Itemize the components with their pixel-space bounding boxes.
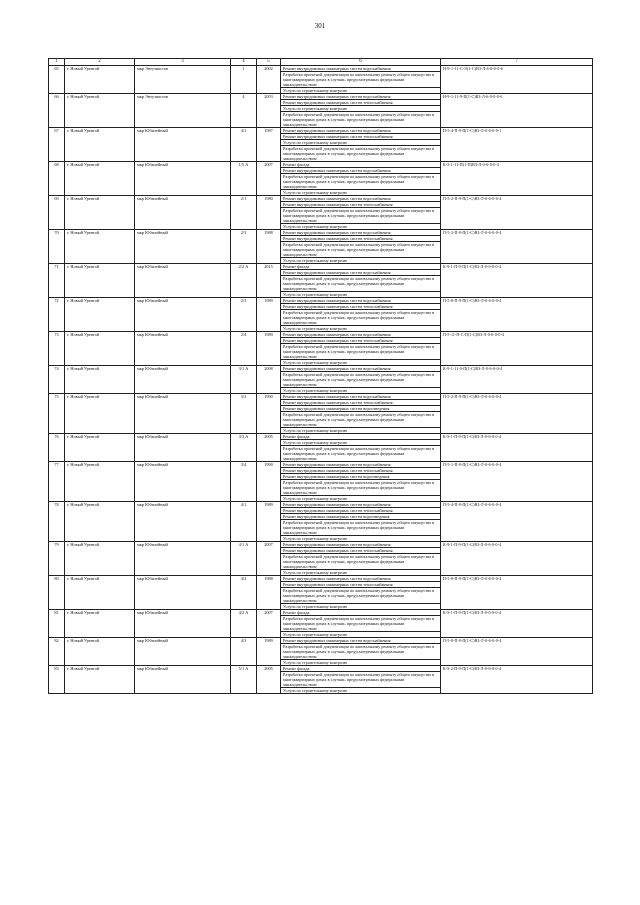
work-type-cell: Разработка проектной документации по капитальному ремонту общего имущества в многоквартирных домах в случаях, предусмотренных федеральным законодательством: [281, 412, 441, 428]
work-type-cell: Услуги по строительному контролю: [281, 570, 441, 576]
street-cell: мкр Энтузиастов: [135, 66, 231, 94]
street-cell: мкр Юбилейный: [135, 542, 231, 576]
row-number: 72: [49, 298, 65, 332]
work-type-cell: Ремонт фасада: [281, 162, 441, 168]
work-type-cell: Ремонт внутридомовых инженерных систем теплоснабжения: [281, 548, 441, 554]
work-type-cell: Ремонт внутридомовых инженерных систем водоснабжения: [281, 128, 441, 134]
table-row: [49, 230, 593, 236]
work-type-cell: Разработка проектной документации по капитальному ремонту общего имущества в многоквартирных домах в случаях, предусмотренных федеральным законодательством: [281, 520, 441, 536]
city-cell: г. Новый Уренгой: [65, 394, 135, 434]
work-type-cell: Ремонт внутридомовых инженерных систем теплоснабжения: [281, 468, 441, 474]
work-type-cell: Ремонт внутридомовых инженерных систем водоснабжения: [281, 230, 441, 236]
work-type-cell: Ремонт внутридомовых инженерных систем водоснабжения: [281, 168, 441, 174]
city-cell: г. Новый Уренгой: [65, 264, 135, 298]
work-type-cell: Разработка проектной документации по капитальному ремонту общего имущества в многоквартирных домах в случаях, предусмотренных федеральным законодательством: [281, 276, 441, 292]
year-cell: 2015: [257, 264, 281, 298]
work-type-cell: Разработка проектной документации по капитальному ремонту общего имущества в многоквартирных домах в случаях, предусмотренных федеральным законодательством: [281, 616, 441, 632]
work-type-cell: Разработка проектной документации по капитальному ремонту общего имущества в многоквартирных домах в случаях, предусмотренных федеральным законодательством: [281, 554, 441, 570]
city-cell: г. Новый Уренгой: [65, 576, 135, 610]
work-type-cell: Ремонт внутридомовых инженерных систем теплоснабжения: [281, 304, 441, 310]
city-cell: г. Новый Уренгой: [65, 298, 135, 332]
work-type-cell: Ремонт внутридомовых инженерных систем водоснабжения: [281, 462, 441, 468]
city-cell: г. Новый Уренгой: [65, 542, 135, 576]
year-cell: 2003: [257, 94, 281, 128]
repair-schedule-table: [48, 58, 593, 694]
row-number: 83: [49, 666, 65, 694]
house-code-cell: П-5-8-П-9-П(1-С)ВЗ-Л-0-6-0-0-4: [441, 576, 593, 610]
work-type-cell: Ремонт внутридомовых инженерных систем теплоснабжения: [281, 100, 441, 106]
street-cell: мкр Юбилейный: [135, 610, 231, 638]
row-number: 76: [49, 434, 65, 462]
work-type-cell: Ремонт внутридомовых инженерных систем теплоснабжения: [281, 508, 441, 514]
street-cell: мкр Юбилейный: [135, 162, 231, 196]
house-cell: 4/3: [231, 638, 257, 666]
work-type-cell: Разработка проектной документации по капитальному ремонту общего имущества в многоквартирных домах в случаях, предусмотренных федеральным законодательством: [281, 446, 441, 462]
row-number: 69: [49, 196, 65, 230]
street-cell: мкр Юбилейный: [135, 332, 231, 366]
work-type-cell: Разработка проектной документации по капитальному ремонту общего имущества в многоквартирных домах в случаях, предусмотренных федеральным законодательством: [281, 208, 441, 224]
row-number: 79: [49, 542, 65, 576]
work-type-cell: Разработка проектной документации по капитальному ремонту общего имущества в многоквартирных домах в случаях, предусмотренных федеральным законодательством: [281, 344, 441, 360]
work-type-cell: Ремонт внутридомовых инженерных систем водоснабжения: [281, 394, 441, 400]
work-type-cell: Ремонт фасада: [281, 264, 441, 270]
row-number: 71: [49, 264, 65, 298]
work-type-cell: Услуги по строительному контролю: [281, 140, 441, 146]
work-type-cell: Услуги по строительному контролю: [281, 106, 441, 112]
house-cell: 3/3: [231, 394, 257, 434]
house-cell: 4/2: [231, 576, 257, 610]
work-type-cell: Разработка проектной документации по капитальному ремонту общего имущества в многоквартирных домах в случаях, предусмотренных федеральным законодательством: [281, 672, 441, 688]
work-type-cell: Услуги по строительному контролю: [281, 604, 441, 610]
street-cell: мкр Юбилейный: [135, 394, 231, 434]
table-row: [49, 502, 593, 508]
city-cell: г. Новый Уренгой: [65, 434, 135, 462]
work-type-cell: Разработка проектной документации по капитальному ремонту общего имущества в многоквартирных домах в случаях, предусмотренных федеральным законодательством: [281, 112, 441, 128]
house-cell: 2/3: [231, 298, 257, 332]
work-type-cell: Ремонт фасада: [281, 434, 441, 440]
work-type-cell: Услуги по строительному контролю: [281, 88, 441, 94]
year-cell: 1990: [257, 462, 281, 502]
year-cell: 1980: [257, 196, 281, 230]
table-row: [49, 576, 593, 582]
work-type-cell: Ремонт внутридомовых инженерных систем теплоснабжения: [281, 236, 441, 242]
row-number: 75: [49, 394, 65, 434]
year-cell: 2002: [257, 66, 281, 94]
row-number: 82: [49, 638, 65, 666]
work-type-cell: Разработка проектной документации по капитальному ремонту общего имущества в многоквартирных домах в случаях, предусмотренных федеральным законодательством: [281, 644, 441, 660]
work-type-cell: Услуги по строительному контролю: [281, 326, 441, 332]
city-cell: г. Новый Уренгой: [65, 94, 135, 128]
table-row: [49, 332, 593, 338]
row-number: 70: [49, 230, 65, 264]
house-code-cell: П-5-8-П-9-П(1-С)ВЗ-Л-0-6-0-0-4: [441, 638, 593, 666]
work-type-cell: Услуги по строительному контролю: [281, 688, 441, 694]
year-cell: 2007: [257, 162, 281, 196]
street-cell: мкр Юбилейный: [135, 230, 231, 264]
work-type-cell: Разработка проектной документации по капитальному ремонту общего имущества в многоквартирных домах в случаях, предусмотренных федеральным законодательством: [281, 480, 441, 496]
street-cell: мкр Юбилейный: [135, 434, 231, 462]
work-type-cell: Услуги по строительному контролю: [281, 292, 441, 298]
house-cell: 1: [231, 66, 257, 94]
house-code-cell: П-5-8-П-9-П(1-С)ВЗ-Л-0-6-0-0-4: [441, 298, 593, 332]
column-header: 5: [257, 59, 281, 66]
table-row: [49, 542, 593, 548]
house-cell: 4/2 А: [231, 610, 257, 638]
street-cell: мкр Юбилейный: [135, 128, 231, 162]
street-cell: мкр Юбилейный: [135, 264, 231, 298]
work-type-cell: Услуги по строительному контролю: [281, 440, 441, 446]
house-cell: 3/3 А: [231, 434, 257, 462]
city-cell: г. Новый Уренгой: [65, 196, 135, 230]
work-type-cell: Ремонт внутридомовых инженерных систем водоснабжения: [281, 94, 441, 100]
table-row: [49, 196, 593, 202]
year-cell: 1989: [257, 502, 281, 542]
house-code-cell: П-5-2-П-9-П(1-С)ВЗ-Л-0-6-0-0-4: [441, 230, 593, 264]
city-cell: г. Новый Уренгой: [65, 502, 135, 542]
house-code-cell: П-5-11-П-С-П(1-С)ВЗ-Л-0-6-0-0-4: [441, 332, 593, 366]
house-cell: 4: [231, 94, 257, 128]
year-cell: 1990: [257, 394, 281, 434]
table-row: [49, 94, 593, 100]
work-type-cell: Ремонт внутридомовых инженерных систем водоснабжения: [281, 270, 441, 276]
table-row: [49, 298, 593, 304]
city-cell: г. Новый Уренгой: [65, 366, 135, 394]
work-type-cell: Ремонт фасада: [281, 610, 441, 616]
table-row: [49, 128, 593, 134]
work-type-cell: Разработка проектной документации по капитальному ремонту общего имущества в многоквартирных домах в случаях, предусмотренных федеральным законодательством: [281, 72, 441, 88]
work-type-cell: Ремонт внутридомовых инженерных систем водоснабжения: [281, 502, 441, 508]
street-cell: мкр Юбилейный: [135, 462, 231, 502]
house-code-cell: Н-9-1-11-С-Э(1-С)ВЗ-Л-6-0-0-0-6: [441, 66, 593, 94]
table-row: [49, 638, 593, 644]
house-cell: 5/1 А: [231, 666, 257, 694]
work-type-cell: Услуги по строительному контролю: [281, 632, 441, 638]
house-cell: 2/2 А: [231, 264, 257, 298]
work-type-cell: Разработка проектной документации по капитальному ремонту общего имущества в многоквартирных домах в случаях, предусмотренных федеральным законодательством: [281, 174, 441, 190]
work-type-cell: Ремонт внутридомовых инженерных систем теплоснабжения: [281, 400, 441, 406]
house-cell: 2/3: [231, 230, 257, 264]
house-code-cell: К-9-1-11-9-П(1-С)ВЗ-Л-0-6-0-0-4: [441, 366, 593, 394]
work-type-cell: Ремонт внутридомовых инженерных систем водоснабжения: [281, 576, 441, 582]
year-cell: 1988: [257, 230, 281, 264]
row-number: 65: [49, 66, 65, 94]
house-code-cell: П-5-4-П-9-П(1-С)ВЗ-Л-0-6-0-9-1: [441, 128, 593, 162]
row-number: 80: [49, 576, 65, 610]
work-type-cell: Ремонт внутридомовых инженерных систем водоснабжения: [281, 66, 441, 72]
work-type-cell: Ремонт внутридомовых инженерных систем теплоснабжения: [281, 582, 441, 588]
street-cell: мкр Юбилейный: [135, 366, 231, 394]
work-type-cell: Услуги по строительному контролю: [281, 224, 441, 230]
house-cell: 3/1 А: [231, 366, 257, 394]
work-type-cell: Разработка проектной документации по капитальному ремонту общего имущества в многоквартирных домах в случаях, предусмотренных федеральным законодательством: [281, 146, 441, 162]
house-code-cell: К-9-1-П-9-П(1-С)ВЗ-Л-0-0-0-0-4: [441, 610, 593, 638]
house-cell: 1/5 А: [231, 162, 257, 196]
work-type-cell: Ремонт внутридомовых инженерных систем водоснабжения: [281, 366, 441, 372]
row-number: 66: [49, 94, 65, 128]
work-type-cell: Услуги по строительному контролю: [281, 388, 441, 394]
year-cell: 2008: [257, 366, 281, 394]
city-cell: г. Новый Уренгой: [65, 66, 135, 94]
row-number: 73: [49, 332, 65, 366]
house-code-cell: К-9-1-П-9-П(1-С)ВЗ-Л-0-0-0-0-4: [441, 264, 593, 298]
street-cell: мкр Юбилейный: [135, 502, 231, 542]
house-cell: 4/1: [231, 502, 257, 542]
work-type-cell: Ремонт внутридомовых инженерных систем теплоснабжения: [281, 202, 441, 208]
work-type-cell: Услуги по строительному контролю: [281, 428, 441, 434]
work-type-cell: Ремонт внутридомовых инженерных систем водоснабжения: [281, 298, 441, 304]
row-number: 78: [49, 502, 65, 542]
street-cell: мкр Юбилейный: [135, 638, 231, 666]
house-code-cell: К-9-1-П-9-П(1-С)ВЗ-Л-0-6-0-0-4: [441, 542, 593, 576]
house-cell: 2/4: [231, 332, 257, 366]
row-number: 74: [49, 366, 65, 394]
city-cell: г. Новый Уренгой: [65, 610, 135, 638]
work-type-cell: Ремонт внутридомовых инженерных систем водоотведения: [281, 474, 441, 480]
year-cell: 2005: [257, 434, 281, 462]
work-type-cell: Ремонт внутридомовых инженерных систем водоснабжения: [281, 638, 441, 644]
house-code-cell: П-5-1-П-9-П(1-С)ВЗ-Л-0-6-0-0-4: [441, 462, 593, 502]
column-header: 4: [231, 59, 257, 66]
row-number: 77: [49, 462, 65, 502]
year-cell: 2005: [257, 666, 281, 694]
house-code-cell: К-5-1-11-П(1-П)ВЗ-Л-0-6-0-0-4: [441, 162, 593, 196]
city-cell: г. Новый Уренгой: [65, 230, 135, 264]
house-cell: 2/1: [231, 196, 257, 230]
year-cell: 1989: [257, 298, 281, 332]
work-type-cell: Ремонт фасада: [281, 666, 441, 672]
row-number: 81: [49, 610, 65, 638]
house-cell: 4/1 А: [231, 542, 257, 576]
work-type-cell: Ремонт внутридомовых инженерных систем водоснабжения: [281, 196, 441, 202]
year-cell: 1987: [257, 128, 281, 162]
street-cell: мкр Юбилейный: [135, 298, 231, 332]
work-type-cell: Разработка проектной документации по капитальному ремонту общего имущества в многоквартирных домах в случаях, предусмотренных федеральным законодательством: [281, 242, 441, 258]
page-number: 301: [314, 22, 326, 30]
row-number: 67: [49, 128, 65, 162]
column-header: 1: [49, 59, 65, 66]
city-cell: г. Новый Уренгой: [65, 162, 135, 196]
street-cell: мкр Юбилейный: [135, 666, 231, 694]
city-cell: г. Новый Уренгой: [65, 332, 135, 366]
work-type-cell: Услуги по строительному контролю: [281, 660, 441, 666]
house-cell: 3/4: [231, 462, 257, 502]
city-cell: г. Новый Уренгой: [65, 666, 135, 694]
work-type-cell: Разработка проектной документации по капитальному ремонту общего имущества в многоквартирных домах в случаях, предусмотренных федеральным законодательством: [281, 310, 441, 326]
year-cell: 2007: [257, 542, 281, 576]
row-number: 68: [49, 162, 65, 196]
column-header: 2: [65, 59, 135, 66]
house-code-cell: К-9-2-П-9-П(1-С)ВЗ-Л-0-6-0-0-4: [441, 666, 593, 694]
year-cell: 1989: [257, 332, 281, 366]
house-code-cell: П-5-2-П-9-П(1-С)ВЗ-Л-0-6-0-0-4: [441, 394, 593, 434]
street-cell: мкр Юбилейный: [135, 576, 231, 610]
table-row: [49, 366, 593, 372]
work-type-cell: Разработка проектной документации по капитальному ремонту общего имущества в многоквартирных домах в случаях, предусмотренных федеральным законодательством: [281, 372, 441, 388]
work-type-cell: Услуги по строительному контролю: [281, 536, 441, 542]
street-cell: мкр Юбилейный: [135, 196, 231, 230]
house-code-cell: П-5-4-П-9-П(1-С)ВЗ-Л-0-6-0-0-4: [441, 502, 593, 542]
work-type-cell: Услуги по строительному контролю: [281, 190, 441, 196]
work-type-cell: Услуги по строительному контролю: [281, 360, 441, 366]
house-code-cell: Н-9-1-11-9-П(1-С)ВЗ-Л-6-0-0-0-6: [441, 94, 593, 128]
work-type-cell: Ремонт внутридомовых инженерных систем водоснабжения: [281, 542, 441, 548]
work-type-cell: Услуги по строительному контролю: [281, 496, 441, 502]
street-cell: мкр Энтузиастов: [135, 94, 231, 128]
work-type-cell: Услуги по строительному контролю: [281, 258, 441, 264]
work-type-cell: Ремонт внутридомовых инженерных систем теплоснабжения: [281, 338, 441, 344]
column-number-row: [49, 59, 593, 66]
city-cell: г. Новый Уренгой: [65, 462, 135, 502]
house-cell: 4/1: [231, 128, 257, 162]
work-type-cell: Ремонт внутридомовых инженерных систем водоотведения: [281, 514, 441, 520]
column-header: 6: [281, 59, 441, 66]
city-cell: г. Новый Уренгой: [65, 638, 135, 666]
work-type-cell: Ремонт внутридомовых инженерных систем теплоснабжения: [281, 134, 441, 140]
year-cell: 1988: [257, 576, 281, 610]
work-type-cell: Ремонт внутридомовых инженерных систем водоотведения: [281, 406, 441, 412]
column-header: 3: [135, 59, 231, 66]
year-cell: 1989: [257, 638, 281, 666]
work-type-cell: Разработка проектной документации по капитальному ремонту общего имущества в многоквартирных домах в случаях, предусмотренных федеральным законодательством: [281, 588, 441, 604]
table-row: [49, 394, 593, 400]
work-type-cell: Ремонт внутридомовых инженерных систем водоснабжения: [281, 332, 441, 338]
house-code-cell: К-9-1-П-9-П(1-С)ВЗ-Л-0-6-0-0-4: [441, 434, 593, 462]
table-row: [49, 66, 593, 72]
column-header: 7: [441, 59, 593, 66]
city-cell: г. Новый Уренгой: [65, 128, 135, 162]
year-cell: 2007: [257, 610, 281, 638]
table-row: [49, 462, 593, 468]
house-code-cell: П-5-2-П-9-П(1-С)ВЗ-Л-0-6-0-0-4: [441, 196, 593, 230]
